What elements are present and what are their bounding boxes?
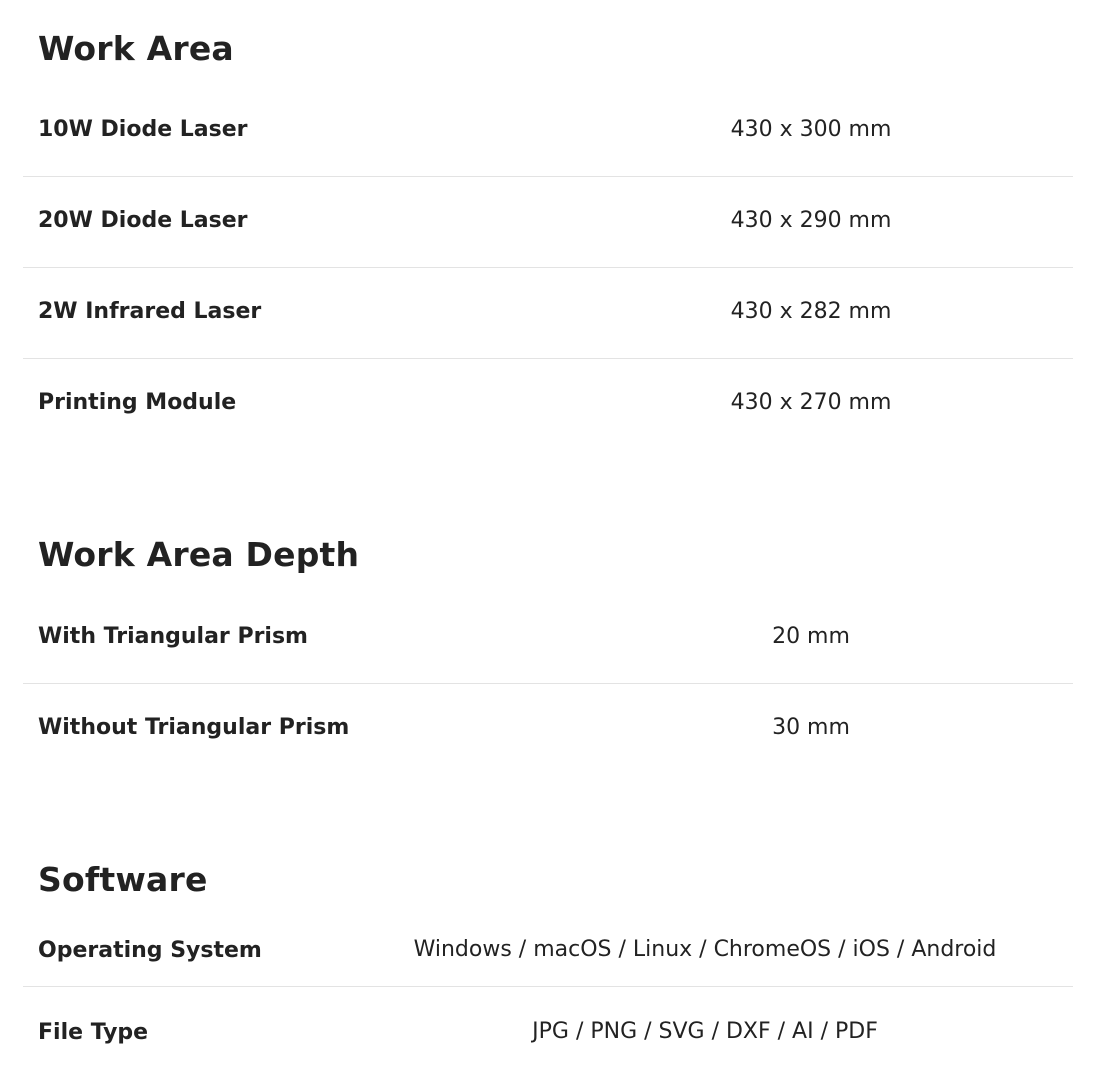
spec-row (23, 176, 1073, 268)
spec-row (23, 358, 1073, 449)
spec-value: 430 x 282 mm (730, 299, 892, 324)
spec-value: JPG / PNG / SVG / DXF / AI / PDF (532, 1019, 878, 1044)
spec-label: Printing Module (38, 390, 237, 415)
spec-row (23, 592, 1073, 684)
spec-value: 430 x 270 mm (730, 390, 892, 415)
spec-row (23, 267, 1073, 359)
spec-row (23, 910, 1073, 987)
spec-label: With Triangular Prism (38, 624, 308, 649)
spec-label: 10W Diode Laser (38, 117, 248, 142)
spec-label: 2W Infrared Laser (38, 299, 262, 324)
spec-label: Operating System (38, 938, 262, 963)
spec-label: 20W Diode Laser (38, 208, 248, 233)
spec-value: 30 mm (772, 715, 850, 740)
spec-label: File Type (38, 1020, 149, 1045)
spec-value: 430 x 300 mm (730, 117, 892, 142)
section-title: Work Area (38, 29, 234, 68)
spec-label: Without Triangular Prism (38, 715, 350, 740)
spec-value: 20 mm (772, 624, 850, 649)
spec-row (23, 987, 1073, 1067)
section-title: Software (38, 860, 208, 899)
spec-value: 430 x 290 mm (730, 208, 892, 233)
spec-value: Windows / macOS / Linux / ChromeOS / iOS / Android (413, 937, 997, 962)
spec-row (23, 683, 1073, 774)
section-title: Work Area Depth (38, 535, 360, 574)
spec-row (23, 85, 1073, 177)
